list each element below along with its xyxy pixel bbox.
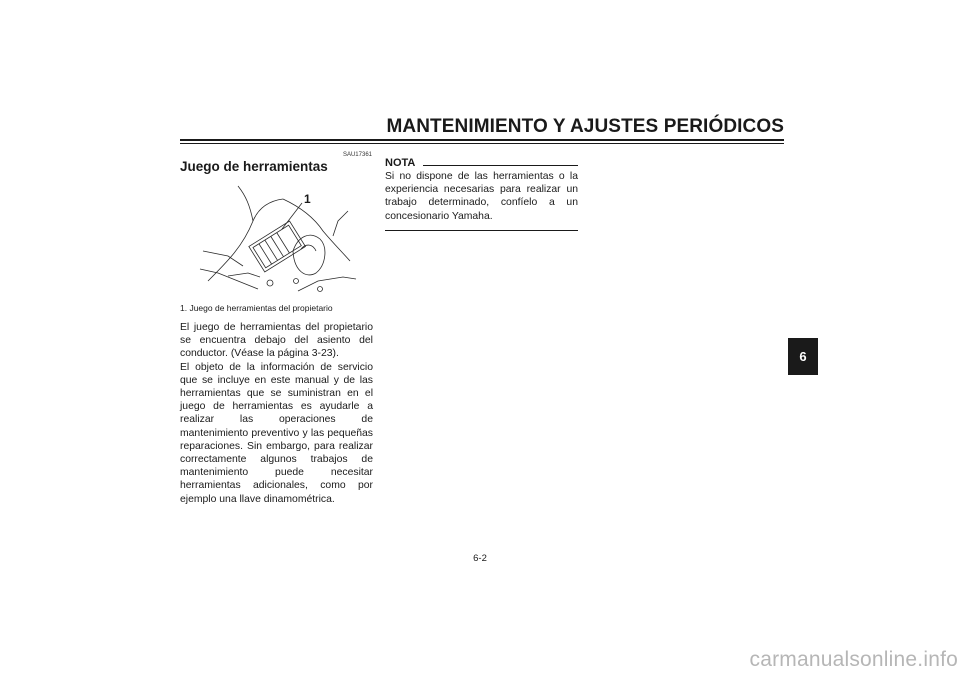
- watermark: carmanualsonline.info: [749, 648, 958, 671]
- body-paragraph: El objeto de la información de servicio que se incluye en este manual y de las herramientas que se suministran en el juego de herramientas es ayudarle a realizar las operaciones de mantenimiento preventivo y las pequeñas reparaciones. Sin embargo, para realizar correctamente algunos trabajos de mantenimiento puede necesitar herramientas adicionales, como por ejemplo una llave dinamométrica.: [180, 361, 373, 505]
- note-rule-bottom: [385, 230, 578, 231]
- note-title: NOTA: [385, 157, 416, 169]
- note-rule-top: [423, 165, 578, 166]
- body-paragraph: El juego de herramientas del propietario se encuentra debajo del asiento del conductor. (Véase la página 3-23).: [180, 322, 373, 360]
- section-body: [180, 321, 373, 506]
- note-text: Si no dispone de las herramientas o la experiencia necesarias para realizar un trabajo determinado, confíelo a un concesionario Yamaha.: [385, 171, 578, 222]
- toolkit-illustration: [198, 181, 358, 299]
- chapter-tab: 6: [788, 338, 818, 375]
- page-header-title: MANTENIMIENTO Y AJUSTES PERIÓDICOS: [386, 116, 784, 137]
- header-rule-thick: [180, 139, 784, 141]
- figure-caption: 1. Juego de herramientas del propietario: [180, 303, 333, 313]
- page-number: 6-2: [473, 553, 487, 564]
- figure-callout: 1: [304, 192, 311, 206]
- section-title: Juego de herramientas: [180, 159, 328, 174]
- header-rule-thin: [180, 143, 784, 144]
- section-code: SAU17361: [342, 152, 372, 158]
